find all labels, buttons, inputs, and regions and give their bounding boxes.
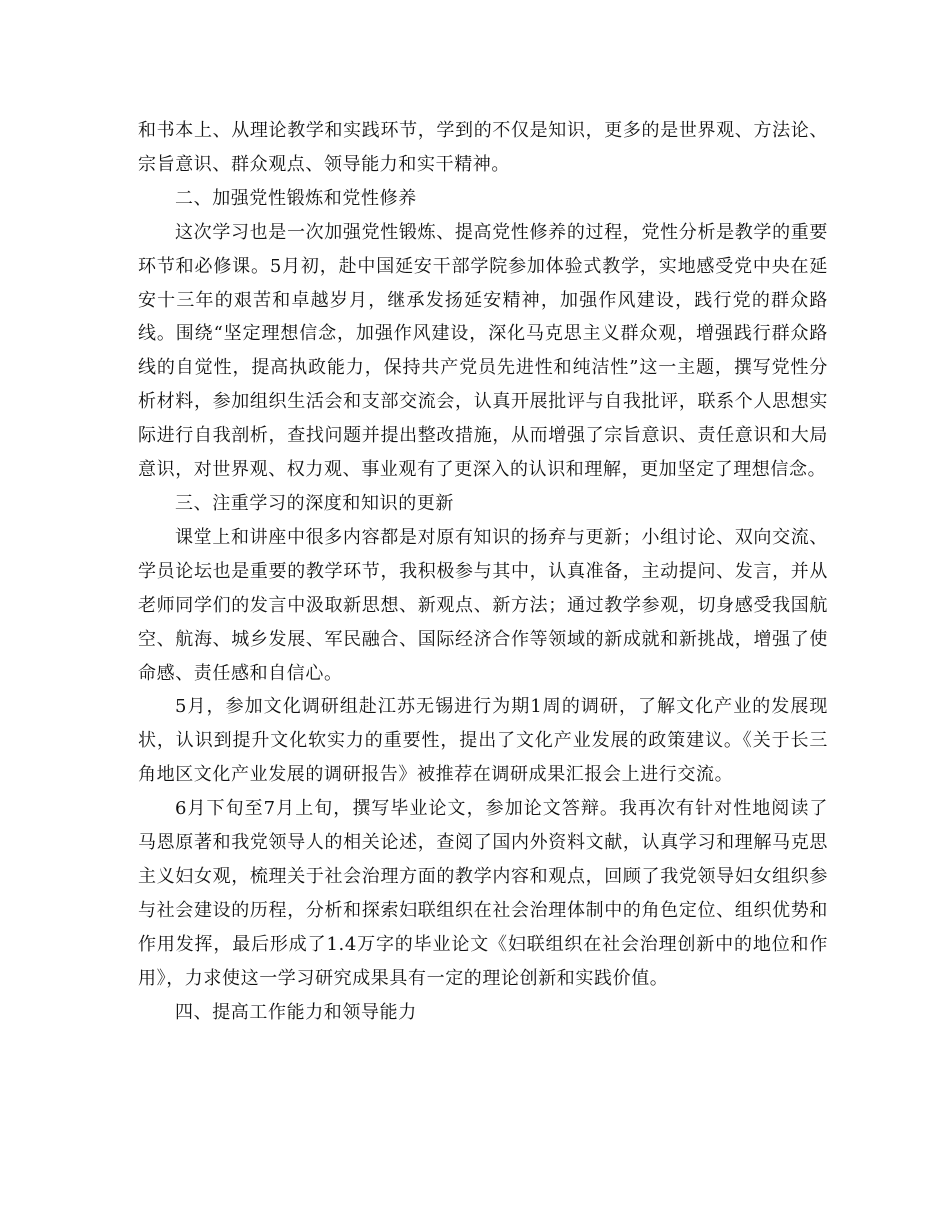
paragraph-party-spirit: 这次学习也是一次加强党性锻炼、提高党性修养的过程，党性分析是教学的重要环节和必修课。5月初，赴中国延安干部学院参加体验式教学，实地感受党中央在延安十三年的艰苦和卓越岁月，继承发扬延安精神，加强作风建设，践行党的群众路线。围绕“坚定理想信念，加强作风建设，深化马克思主义群众观，增强践行群众路线的自觉性，提高执政能力，保持共产党员先进性和纯洁性”这一主题，撰写党性分析材料，参加组织生活会和支部交流会，认真开展批评与自我批评，联系个人思想实际进行自我剖析，查找问题并提出整改措施，从而增强了宗旨意识、责任意识和大局意识，对世界观、权力观、事业观有了更深入的认识和理解，更加坚定了理想信念。 — [138, 221, 828, 481]
document-body — [138, 114, 828, 1029]
paragraph-thesis: 6月下旬至7月上旬，撰写毕业论文，参加论文答辩。我再次有针对性地阅读了马恩原著和我党领导人的相关论述，查阅了国内外资料文献，认真学习和理解马克思主义妇女观，梳理关于社会治理方面的教学内容和观点，回顾了我党领导妇女组织参与社会建设的历程，分析和探索妇联组织在社会治理体制中的角色定位、组织优势和作用发挥，最后形成了1.4万字的毕业论文《妇联组织在社会治理创新中的地位和作用》，力求使这一学习研究成果具有一定的理论创新和实践价值。 — [138, 798, 828, 989]
paragraph-continuation: 和书本上、从理论教学和实践环节，学到的不仅是知识，更多的是世界观、方法论、宗旨意识、群众观点、领导能力和实干精神。 — [138, 120, 828, 175]
section-heading-4: 四、提高工作能力和领导能力 — [175, 1001, 417, 1023]
paragraph-research-trip: 5月，参加文化调研组赴江苏无锡进行为期1周的调研，了解文化产业的发展现状，认识到提升文化软实力的重要性，提出了文化产业发展的政策建议。《关于长三角地区文化产业发展的调研报告》被推荐在调研成果汇报会上进行交流。 — [138, 696, 828, 786]
paragraph-knowledge-update: 课堂上和讲座中很多内容都是对原有知识的扬弃与更新；小组讨论、双向交流、学员论坛也是重要的教学环节，我积极参与其中，认真准备，主动提问、发言，并从老师同学们的发言中汲取新思想、新观点、新方法；通过教学参观，切身感受我国航空、航海、城乡发展、军民融合、国际经济合作等领域的新成就和新挑战，增强了使命感、责任感和自信心。 — [138, 526, 828, 684]
section-heading-2: 二、加强党性锻炼和党性修养 — [175, 187, 417, 209]
section-heading-3: 三、注重学习的深度和知识的更新 — [175, 492, 454, 514]
